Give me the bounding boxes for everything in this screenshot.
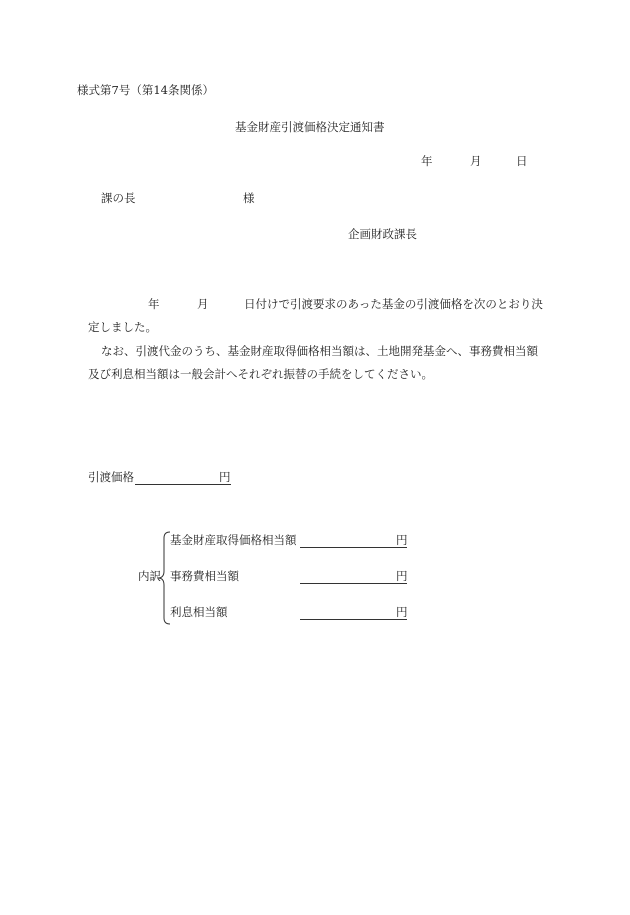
price-blank (135, 484, 231, 485)
body-line-4: 及び利息相当額は一般会計へそれぞれ振替の手続をしてください。 (88, 367, 433, 381)
breakdown-item-unit: 円 (396, 605, 408, 619)
breakdown-label: 内訳 (138, 569, 161, 583)
addressee-honorific: 様 (243, 191, 255, 205)
body-line-2: 定しました。 (88, 320, 157, 334)
breakdown-item-blank (300, 583, 407, 584)
breakdown-item-label: 基金財産取得価格相当額 (170, 533, 297, 547)
date-day: 日 (516, 154, 528, 168)
breakdown-item-label: 事務費相当額 (170, 569, 239, 583)
breakdown-item-unit: 円 (396, 569, 408, 583)
price-label: 引渡価格 (88, 470, 134, 484)
breakdown-item-blank (300, 619, 407, 620)
body-month: 月 (197, 297, 209, 311)
breakdown-item-blank (300, 547, 407, 548)
breakdown-item-unit: 円 (396, 533, 408, 547)
body-line-1: 日付けで引渡要求のあった基金の引渡価格を次のとおり決 (244, 297, 543, 311)
document-title: 基金財産引渡価格決定通知書 (235, 120, 385, 134)
addressee-label: 課の長 (101, 191, 136, 205)
date-year: 年 (421, 154, 433, 168)
date-month: 月 (470, 154, 482, 168)
form-number: 様式第7号（第14条関係） (77, 83, 214, 97)
body-line-3: なお、引渡代金のうち、基金財産取得価格相当額は、土地開発基金へ、事務費相当額 (101, 344, 538, 358)
sender: 企画財政課長 (348, 227, 417, 241)
price-unit: 円 (219, 470, 231, 484)
body-year: 年 (148, 297, 160, 311)
breakdown-item-label: 利息相当額 (170, 605, 228, 619)
